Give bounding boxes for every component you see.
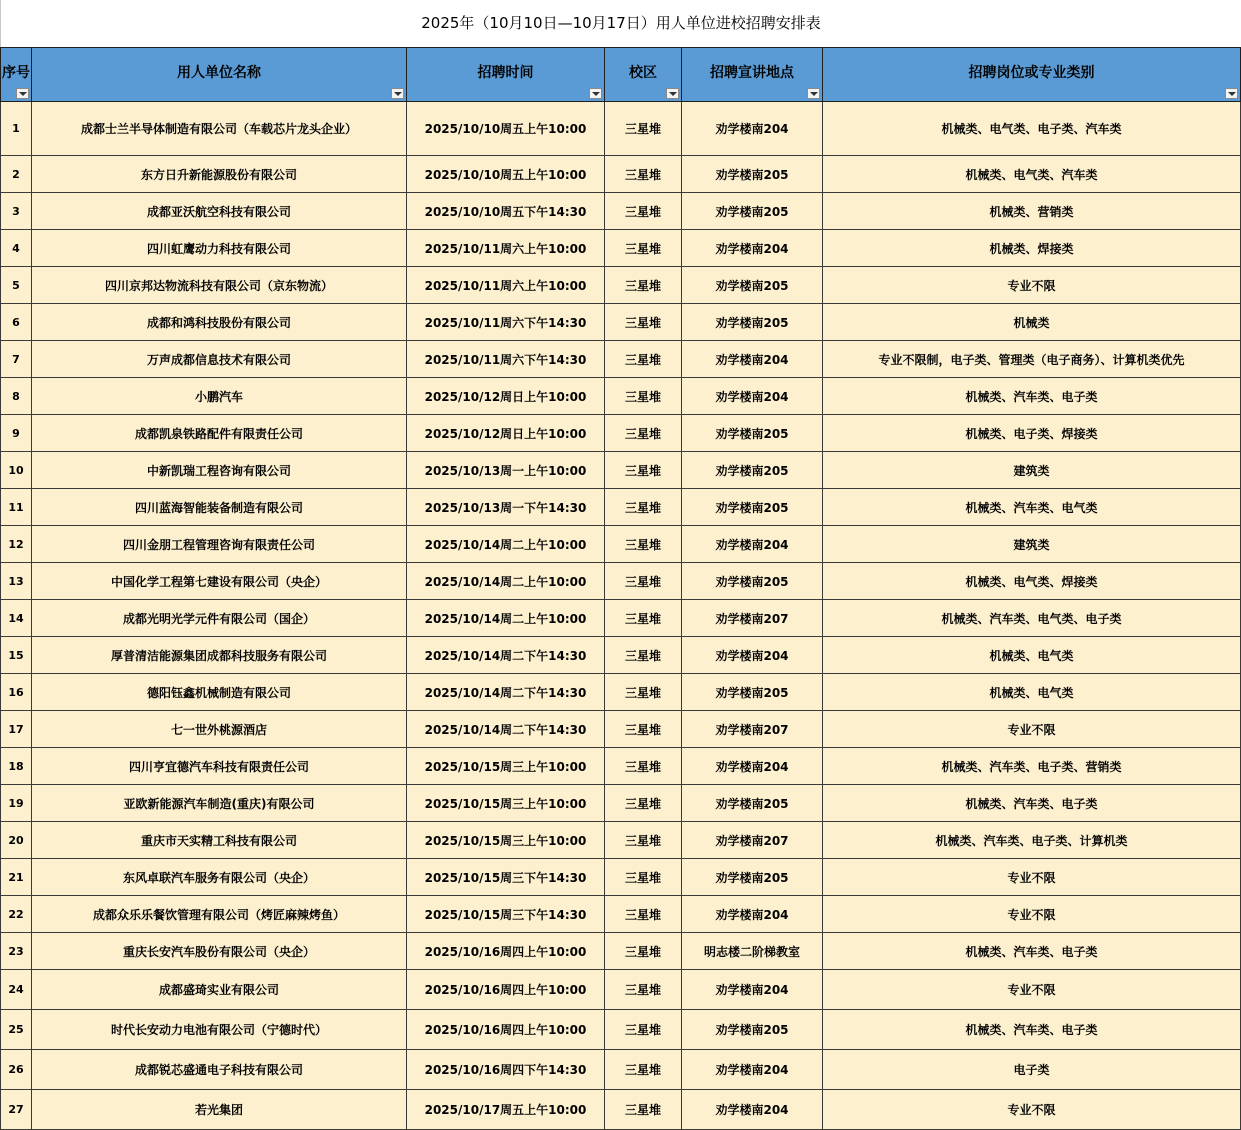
cell-campus[interactable]: 三星堆 — [605, 1050, 682, 1090]
cell-positions[interactable]: 电子类 — [823, 1050, 1241, 1090]
cell-location[interactable]: 劝学楼南205 — [682, 563, 823, 600]
cell-campus[interactable]: 三星堆 — [605, 452, 682, 489]
cell-positions[interactable]: 机械类、汽车类、电子类 — [823, 1010, 1241, 1050]
cell-company[interactable]: 若光集团 — [32, 1090, 407, 1130]
table-row — [1, 1010, 1241, 1050]
cell-positions[interactable]: 机械类、电气类 — [823, 674, 1241, 711]
cell-time[interactable]: 2025/10/12周日上午10:00 — [407, 378, 605, 415]
cell-positions[interactable]: 机械类、焊接类 — [823, 230, 1241, 267]
cell-company[interactable]: 重庆长安汽车股份有限公司（央企） — [32, 933, 407, 970]
header-time-label: 招聘时间 — [477, 64, 534, 81]
table-row — [1, 526, 1241, 563]
table-row — [1, 748, 1241, 785]
cell-campus[interactable]: 三星堆 — [605, 230, 682, 267]
cell-location[interactable]: 劝学楼南205 — [682, 304, 823, 341]
table-row — [1, 822, 1241, 859]
header-row — [1, 48, 1241, 102]
cell-time[interactable]: 2025/10/15周三下午14:30 — [407, 859, 605, 896]
cell-location[interactable]: 劝学楼南205 — [682, 1010, 823, 1050]
table-body — [1, 102, 1241, 1130]
cell-location[interactable]: 劝学楼南204 — [682, 341, 823, 378]
cell-index[interactable]: 12 — [1, 526, 32, 563]
cell-time[interactable]: 2025/10/15周三上午10:00 — [407, 822, 605, 859]
header-location — [682, 48, 823, 102]
cell-time[interactable]: 2025/10/16周四上午10:00 — [407, 933, 605, 970]
cell-location[interactable]: 明志楼二阶梯教室 — [682, 933, 823, 970]
cell-positions[interactable]: 机械类 — [823, 304, 1241, 341]
cell-campus[interactable]: 三星堆 — [605, 785, 682, 822]
cell-company[interactable]: 四川京邦达物流科技有限公司（京东物流） — [32, 267, 407, 304]
cell-campus[interactable]: 三星堆 — [605, 415, 682, 452]
cell-positions[interactable]: 专业不限 — [823, 859, 1241, 896]
recruitment-table — [0, 47, 1241, 1130]
table-row — [1, 1050, 1241, 1090]
cell-index[interactable]: 2 — [1, 156, 32, 193]
filter-dropdown-icon[interactable] — [391, 88, 404, 99]
cell-positions[interactable]: 专业不限 — [823, 970, 1241, 1010]
table-row — [1, 600, 1241, 637]
cell-campus[interactable]: 三星堆 — [605, 896, 682, 933]
cell-index[interactable]: 25 — [1, 1010, 32, 1050]
cell-positions[interactable]: 机械类、电气类 — [823, 637, 1241, 674]
cell-positions[interactable]: 机械类、汽车类、电气类 — [823, 489, 1241, 526]
cell-index[interactable]: 21 — [1, 859, 32, 896]
cell-index[interactable]: 7 — [1, 341, 32, 378]
cell-positions[interactable]: 机械类、电气类、焊接类 — [823, 563, 1241, 600]
header-campus — [605, 48, 682, 102]
cell-location[interactable]: 劝学楼南205 — [682, 859, 823, 896]
cell-company[interactable]: 东风卓联汽车服务有限公司（央企） — [32, 859, 407, 896]
cell-campus[interactable]: 三星堆 — [605, 933, 682, 970]
cell-company[interactable]: 东方日升新能源股份有限公司 — [32, 156, 407, 193]
cell-time[interactable]: 2025/10/11周六上午10:00 — [407, 230, 605, 267]
cell-location[interactable]: 劝学楼南204 — [682, 637, 823, 674]
cell-location[interactable]: 劝学楼南204 — [682, 896, 823, 933]
cell-company[interactable]: 德阳钰鑫机械制造有限公司 — [32, 674, 407, 711]
table-row — [1, 859, 1241, 896]
table-row — [1, 156, 1241, 193]
table-row — [1, 452, 1241, 489]
header-index-label: 序号 — [2, 64, 30, 81]
cell-location[interactable]: 劝学楼南205 — [682, 489, 823, 526]
filter-dropdown-icon[interactable] — [807, 88, 820, 99]
cell-company[interactable]: 亚欧新能源汽车制造(重庆)有限公司 — [32, 785, 407, 822]
cell-campus[interactable]: 三星堆 — [605, 748, 682, 785]
cell-company[interactable]: 四川蓝海智能装备制造有限公司 — [32, 489, 407, 526]
table-row — [1, 563, 1241, 600]
cell-location[interactable]: 劝学楼南204 — [682, 1050, 823, 1090]
cell-campus[interactable]: 三星堆 — [605, 822, 682, 859]
cell-time[interactable]: 2025/10/10周五上午10:00 — [407, 102, 605, 156]
cell-positions[interactable]: 机械类、营销类 — [823, 193, 1241, 230]
table-row — [1, 341, 1241, 378]
table-row — [1, 1090, 1241, 1130]
cell-company[interactable]: 成都众乐乐餐饮管理有限公司（烤匠麻辣烤鱼） — [32, 896, 407, 933]
cell-index[interactable]: 17 — [1, 711, 32, 748]
cell-index[interactable]: 24 — [1, 970, 32, 1010]
filter-dropdown-icon[interactable] — [666, 88, 679, 99]
cell-positions[interactable]: 专业不限 — [823, 711, 1241, 748]
cell-index[interactable]: 18 — [1, 748, 32, 785]
cell-time[interactable]: 2025/10/16周四上午10:00 — [407, 970, 605, 1010]
cell-company[interactable]: 中新凯瑞工程咨询有限公司 — [32, 452, 407, 489]
cell-time[interactable]: 2025/10/16周四下午14:30 — [407, 1050, 605, 1090]
header-positions-label: 招聘岗位或专业类别 — [968, 64, 1095, 81]
cell-location[interactable]: 劝学楼南204 — [682, 748, 823, 785]
cell-positions[interactable]: 专业不限 — [823, 267, 1241, 304]
cell-positions[interactable]: 专业不限制，电子类、管理类（电子商务）、计算机类优先 — [823, 341, 1241, 378]
table-row — [1, 637, 1241, 674]
cell-positions[interactable]: 机械类、汽车类、电子类、营销类 — [823, 748, 1241, 785]
table-row — [1, 267, 1241, 304]
table-row — [1, 304, 1241, 341]
cell-index[interactable]: 6 — [1, 304, 32, 341]
cell-campus[interactable]: 三星堆 — [605, 711, 682, 748]
cell-campus[interactable]: 三星堆 — [605, 304, 682, 341]
cell-index[interactable]: 16 — [1, 674, 32, 711]
cell-campus[interactable]: 三星堆 — [605, 489, 682, 526]
table-row — [1, 415, 1241, 452]
cell-location[interactable]: 劝学楼南205 — [682, 452, 823, 489]
table-row — [1, 970, 1241, 1010]
header-index — [1, 48, 32, 102]
cell-index[interactable]: 8 — [1, 378, 32, 415]
cell-campus[interactable]: 三星堆 — [605, 563, 682, 600]
cell-index[interactable]: 10 — [1, 452, 32, 489]
cell-index[interactable]: 11 — [1, 489, 32, 526]
filter-dropdown-icon[interactable] — [589, 88, 602, 99]
cell-time[interactable]: 2025/10/14周二下午14:30 — [407, 711, 605, 748]
cell-campus[interactable]: 三星堆 — [605, 637, 682, 674]
cell-time[interactable]: 2025/10/13周一下午14:30 — [407, 489, 605, 526]
cell-positions[interactable]: 建筑类 — [823, 526, 1241, 563]
cell-index[interactable]: 23 — [1, 933, 32, 970]
cell-location[interactable]: 劝学楼南205 — [682, 156, 823, 193]
cell-company[interactable]: 七一世外桃源酒店 — [32, 711, 407, 748]
cell-index[interactable]: 27 — [1, 1090, 32, 1130]
cell-positions[interactable]: 机械类、电子类、焊接类 — [823, 415, 1241, 452]
header-positions — [823, 48, 1241, 102]
cell-positions[interactable]: 机械类、汽车类、电气类、电子类 — [823, 600, 1241, 637]
cell-location[interactable]: 劝学楼南204 — [682, 102, 823, 156]
cell-company[interactable]: 成都亚沃航空科技有限公司 — [32, 193, 407, 230]
cell-company[interactable]: 成都凯泉铁路配件有限责任公司 — [32, 415, 407, 452]
cell-company[interactable]: 万声成都信息技术有限公司 — [32, 341, 407, 378]
cell-time[interactable]: 2025/10/14周二下午14:30 — [407, 674, 605, 711]
cell-location[interactable]: 劝学楼南204 — [682, 1090, 823, 1130]
cell-location[interactable]: 劝学楼南204 — [682, 970, 823, 1010]
cell-time[interactable]: 2025/10/10周五上午10:00 — [407, 156, 605, 193]
table-row — [1, 378, 1241, 415]
table-row — [1, 102, 1241, 156]
cell-company[interactable]: 中国化学工程第七建设有限公司（央企） — [32, 563, 407, 600]
cell-campus[interactable]: 三星堆 — [605, 156, 682, 193]
cell-index[interactable]: 19 — [1, 785, 32, 822]
cell-index[interactable]: 26 — [1, 1050, 32, 1090]
cell-index[interactable]: 9 — [1, 415, 32, 452]
cell-location[interactable]: 劝学楼南205 — [682, 193, 823, 230]
cell-time[interactable]: 2025/10/15周三上午10:00 — [407, 785, 605, 822]
cell-location[interactable]: 劝学楼南204 — [682, 230, 823, 267]
table-row — [1, 489, 1241, 526]
cell-company[interactable]: 成都和鸿科技股份有限公司 — [32, 304, 407, 341]
table-row — [1, 674, 1241, 711]
cell-time[interactable]: 2025/10/15周三上午10:00 — [407, 748, 605, 785]
header-location-label: 招聘宣讲地点 — [710, 64, 794, 81]
cell-time[interactable]: 2025/10/11周六上午10:00 — [407, 267, 605, 304]
cell-positions[interactable]: 建筑类 — [823, 452, 1241, 489]
cell-location[interactable]: 劝学楼南207 — [682, 600, 823, 637]
cell-campus[interactable]: 三星堆 — [605, 1090, 682, 1130]
cell-index[interactable]: 1 — [1, 102, 32, 156]
cell-time[interactable]: 2025/10/11周六下午14:30 — [407, 304, 605, 341]
cell-index[interactable]: 20 — [1, 822, 32, 859]
cell-time[interactable]: 2025/10/17周五上午10:00 — [407, 1090, 605, 1130]
cell-location[interactable]: 劝学楼南205 — [682, 785, 823, 822]
table-row — [1, 711, 1241, 748]
cell-company[interactable]: 四川金朋工程管理咨询有限责任公司 — [32, 526, 407, 563]
cell-time[interactable]: 2025/10/14周二上午10:00 — [407, 526, 605, 563]
filter-dropdown-icon[interactable] — [1225, 88, 1238, 99]
table-row — [1, 785, 1241, 822]
cell-campus[interactable]: 三星堆 — [605, 102, 682, 156]
header-time — [407, 48, 605, 102]
cell-location[interactable]: 劝学楼南204 — [682, 378, 823, 415]
cell-index[interactable]: 4 — [1, 230, 32, 267]
table-row — [1, 933, 1241, 970]
cell-time[interactable]: 2025/10/14周二上午10:00 — [407, 563, 605, 600]
cell-index[interactable]: 15 — [1, 637, 32, 674]
cell-location[interactable]: 劝学楼南205 — [682, 674, 823, 711]
cell-location[interactable]: 劝学楼南204 — [682, 526, 823, 563]
cell-campus[interactable]: 三星堆 — [605, 193, 682, 230]
cell-index[interactable]: 14 — [1, 600, 32, 637]
cell-company[interactable]: 厚普清洁能源集团成都科技服务有限公司 — [32, 637, 407, 674]
cell-time[interactable]: 2025/10/14周二下午14:30 — [407, 637, 605, 674]
cell-campus[interactable]: 三星堆 — [605, 526, 682, 563]
cell-campus[interactable]: 三星堆 — [605, 674, 682, 711]
header-campus-label: 校区 — [629, 64, 657, 81]
table-row — [1, 193, 1241, 230]
header-company-label: 用人单位名称 — [177, 64, 261, 81]
cell-time[interactable]: 2025/10/14周二上午10:00 — [407, 600, 605, 637]
cell-company[interactable]: 时代长安动力电池有限公司（宁德时代） — [32, 1010, 407, 1050]
cell-location[interactable]: 劝学楼南207 — [682, 711, 823, 748]
cell-positions[interactable]: 机械类、汽车类、电子类 — [823, 785, 1241, 822]
cell-company[interactable]: 四川亨宜德汽车科技有限责任公司 — [32, 748, 407, 785]
cell-location[interactable]: 劝学楼南205 — [682, 267, 823, 304]
cell-positions[interactable]: 专业不限 — [823, 1090, 1241, 1130]
cell-campus[interactable]: 三星堆 — [605, 1010, 682, 1050]
cell-positions[interactable]: 机械类、汽车类、电子类、计算机类 — [823, 822, 1241, 859]
cell-location[interactable]: 劝学楼南205 — [682, 415, 823, 452]
table-row — [1, 896, 1241, 933]
cell-time[interactable]: 2025/10/10周五下午14:30 — [407, 193, 605, 230]
cell-campus[interactable]: 三星堆 — [605, 378, 682, 415]
cell-campus[interactable]: 三星堆 — [605, 600, 682, 637]
cell-positions[interactable]: 机械类、汽车类、电子类 — [823, 933, 1241, 970]
cell-company[interactable]: 成都盛琦实业有限公司 — [32, 970, 407, 1010]
cell-time[interactable]: 2025/10/11周六下午14:30 — [407, 341, 605, 378]
cell-company[interactable]: 成都光明光学元件有限公司（国企） — [32, 600, 407, 637]
sheet-title: 2025年（10月10日—10月17日）用人单位进校招聘安排表 — [0, 0, 1241, 47]
cell-time[interactable]: 2025/10/16周四上午10:00 — [407, 1010, 605, 1050]
cell-campus[interactable]: 三星堆 — [605, 859, 682, 896]
cell-campus[interactable]: 三星堆 — [605, 341, 682, 378]
cell-campus[interactable]: 三星堆 — [605, 267, 682, 304]
cell-index[interactable]: 3 — [1, 193, 32, 230]
cell-company[interactable]: 成都士兰半导体制造有限公司（车载芯片龙头企业） — [32, 102, 407, 156]
cell-time[interactable]: 2025/10/15周三下午14:30 — [407, 896, 605, 933]
cell-index[interactable]: 13 — [1, 563, 32, 600]
cell-time[interactable]: 2025/10/12周日上午10:00 — [407, 415, 605, 452]
cell-location[interactable]: 劝学楼南207 — [682, 822, 823, 859]
cell-positions[interactable]: 专业不限 — [823, 896, 1241, 933]
cell-positions[interactable]: 机械类、电气类、电子类、汽车类 — [823, 102, 1241, 156]
table-row — [1, 230, 1241, 267]
cell-company[interactable]: 重庆市天实精工科技有限公司 — [32, 822, 407, 859]
header-company — [32, 48, 407, 102]
cell-campus[interactable]: 三星堆 — [605, 970, 682, 1010]
cell-company[interactable]: 成都锐芯盛通电子科技有限公司 — [32, 1050, 407, 1090]
cell-company[interactable]: 四川虹鹰动力科技有限公司 — [32, 230, 407, 267]
cell-index[interactable]: 22 — [1, 896, 32, 933]
cell-company[interactable]: 小鹏汽车 — [32, 378, 407, 415]
cell-positions[interactable]: 机械类、汽车类、电子类 — [823, 378, 1241, 415]
filter-dropdown-icon[interactable] — [16, 88, 29, 99]
cell-positions[interactable]: 机械类、电气类、汽车类 — [823, 156, 1241, 193]
cell-index[interactable]: 5 — [1, 267, 32, 304]
cell-time[interactable]: 2025/10/13周一上午10:00 — [407, 452, 605, 489]
